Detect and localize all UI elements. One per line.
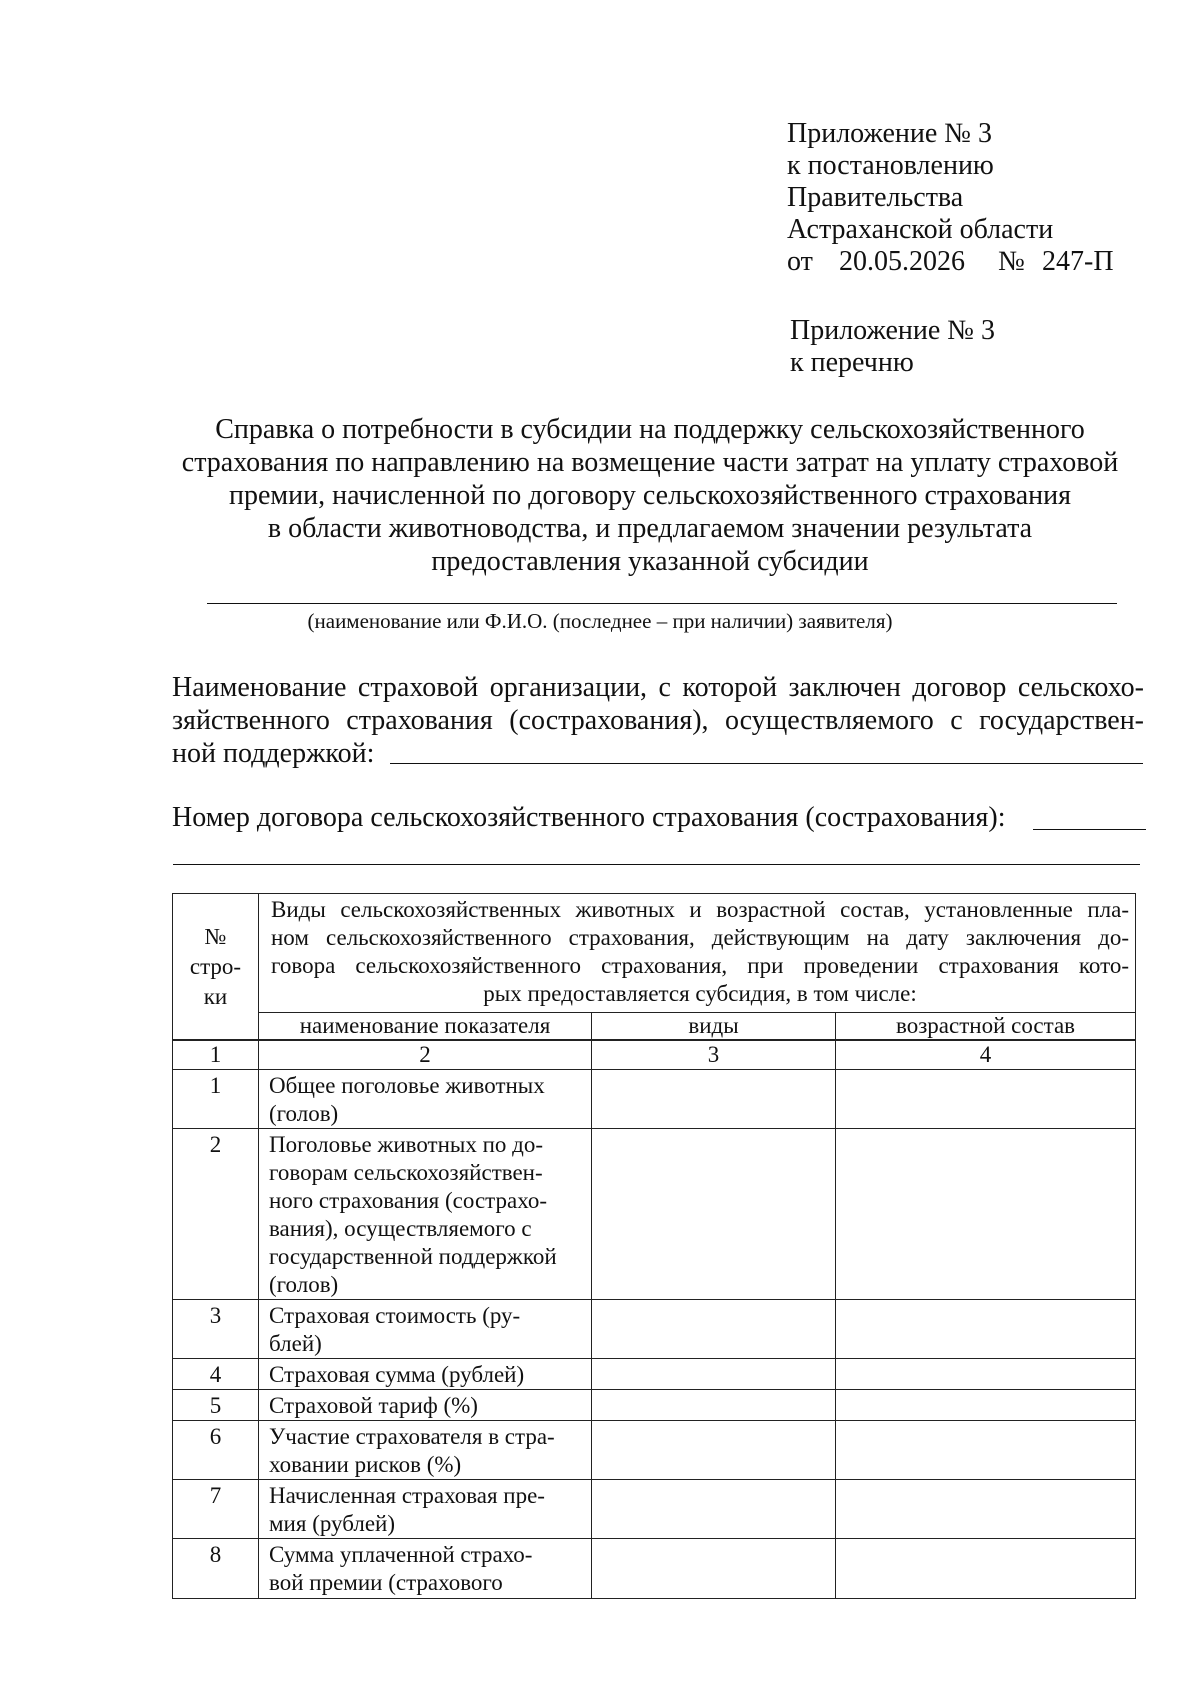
types-value-cell[interactable] <box>592 1359 836 1390</box>
age-composition-value-cell[interactable] <box>836 1539 1136 1599</box>
types-value-cell[interactable] <box>592 1421 836 1480</box>
title-line: предоставления указанной субсидии <box>431 546 869 577</box>
title-line: страхования по направлению на возмещение части затрат на уплату страховой <box>181 447 1119 478</box>
title-line: премии, начисленной по договору сельскохозяйственного страхования <box>228 480 1072 511</box>
table-row <box>173 1421 1136 1480</box>
indicator-name-line: Страховая сумма (рублей) <box>269 1362 525 1387</box>
indicator-name-line: блей) <box>269 1331 322 1356</box>
table-row <box>173 1300 1136 1359</box>
main-header-line: ном сельскохозяйственного страхования, действующим на дату заключения до- <box>271 925 1130 950</box>
decree-number: 247-П <box>1042 246 1114 277</box>
indicator-name-line: государственной поддержкой <box>269 1244 557 1269</box>
indicator-name <box>259 1300 592 1359</box>
insurer-line: Наименование страховой организации, с которой заключен договор сельскохо- <box>172 672 1144 703</box>
insurer-line: зяйственного страхования (сострахования), осуществляемого с государствен- <box>172 705 1144 736</box>
row-number: 6 <box>173 1421 259 1480</box>
contract-number-underline <box>1033 829 1146 830</box>
row-number: 2 <box>173 1129 259 1300</box>
main-column-header <box>259 894 1136 1013</box>
indicator-name-line: (голов) <box>269 1272 339 1297</box>
indicator-name-line: Общее поголовье животных <box>269 1073 545 1098</box>
indicator-name-line: Участие страхователя в стра- <box>269 1424 555 1449</box>
indicator-name-line: (голов) <box>269 1101 339 1126</box>
number-prefix: № <box>998 246 1025 277</box>
row-number-header-line: ки <box>203 983 228 1009</box>
decree-annex-line: Приложение № 3 <box>787 118 992 149</box>
contract-number-continuation-line <box>173 864 1140 865</box>
table-row <box>173 1539 1136 1599</box>
insurer-name-underline <box>390 763 1143 764</box>
row-number-header-line: № <box>204 923 227 949</box>
date-prefix: от <box>787 246 813 277</box>
indicator-name <box>259 1359 592 1390</box>
insurer-line: ной поддержкой: <box>172 738 375 769</box>
decree-date-line <box>787 246 1114 278</box>
types-value-cell[interactable] <box>592 1129 836 1300</box>
list-annex-line: Приложение № 3 <box>790 315 995 346</box>
age-composition-value-cell[interactable] <box>836 1421 1136 1480</box>
data-table <box>172 1040 1136 1599</box>
table-header <box>172 893 1136 1040</box>
indicator-name <box>259 1480 592 1539</box>
row-number: 7 <box>173 1480 259 1539</box>
title-line: Справка о потребности в субсидии на поддержку сельскохозяйственного <box>215 414 1085 445</box>
decree-annex-line: Правительства <box>787 182 964 213</box>
decree-annex-block <box>787 118 1114 278</box>
indicator-name-line: вания), осуществляемого с <box>269 1216 532 1241</box>
row-number: 8 <box>173 1539 259 1599</box>
document-title <box>150 413 1150 578</box>
indicator-name <box>259 1129 592 1300</box>
table-row <box>173 1129 1136 1300</box>
indicator-name <box>259 1070 592 1129</box>
main-header-line: рых предоставляется субсидия, в том числе: <box>483 981 917 1006</box>
age-composition-value-cell[interactable] <box>836 1390 1136 1421</box>
indicator-name-line: Страховая стоимость (ру- <box>269 1303 521 1328</box>
row-number: 3 <box>173 1300 259 1359</box>
subheader-indicator-name: наименование показателя <box>259 1013 592 1040</box>
indicator-name-line: мия (рублей) <box>269 1511 396 1536</box>
row-number: 5 <box>173 1390 259 1421</box>
subheader-age-composition: возрастной состав <box>836 1013 1136 1040</box>
table-row <box>173 1359 1136 1390</box>
age-composition-value-cell[interactable] <box>836 1129 1136 1300</box>
row-number-header-line: стро- <box>189 953 242 979</box>
table-row <box>173 1070 1136 1129</box>
row-number-header <box>173 894 259 1040</box>
subheader-types: виды <box>592 1013 836 1040</box>
indicator-name-line: Начисленная страховая пре- <box>269 1483 545 1508</box>
column-number: 3 <box>592 1041 836 1070</box>
row-number: 1 <box>173 1070 259 1129</box>
main-header-line: Виды сельскохозяйственных животных и возрастной состав, установленные пла- <box>271 897 1130 922</box>
main-header-line: говора сельскохозяйственного страхования, при проведении страхования кото- <box>271 953 1130 978</box>
types-value-cell[interactable] <box>592 1539 836 1599</box>
applicant-underline <box>207 603 1117 604</box>
types-value-cell[interactable] <box>592 1390 836 1421</box>
indicator-name-line: Поголовье животных по до- <box>269 1132 544 1157</box>
list-annex-line: к перечню <box>790 347 914 378</box>
list-annex-block <box>790 315 995 379</box>
indicator-name <box>259 1421 592 1480</box>
age-composition-value-cell[interactable] <box>836 1480 1136 1539</box>
column-number: 4 <box>836 1041 1136 1070</box>
age-composition-value-cell[interactable] <box>836 1070 1136 1129</box>
insurer-paragraph <box>172 671 1144 770</box>
indicator-name-line: Страховой тариф (%) <box>269 1393 478 1418</box>
decree-annex-line: к постановлению <box>787 150 994 181</box>
types-value-cell[interactable] <box>592 1300 836 1359</box>
indicator-name-line: Сумма уплаченной страхо- <box>269 1542 533 1567</box>
contract-number-label: Номер договора сельскохозяйственного страхования (сострахования): <box>172 802 1006 833</box>
decree-annex-line: Астраханской области <box>787 214 1054 245</box>
types-value-cell[interactable] <box>592 1070 836 1129</box>
column-number: 2 <box>259 1041 592 1070</box>
age-composition-value-cell[interactable] <box>836 1359 1136 1390</box>
table-row <box>173 1390 1136 1421</box>
decree-date: 20.05.2026 <box>839 246 965 277</box>
row-number: 4 <box>173 1359 259 1390</box>
indicator-name-line: вой премии (страхового <box>269 1570 503 1595</box>
indicator-name-line: ного страхования (сострахо- <box>269 1188 547 1213</box>
indicator-name <box>259 1390 592 1421</box>
table-row <box>173 1480 1136 1539</box>
indicator-name-line: ховании рисков (%) <box>269 1452 462 1477</box>
applicant-caption: (наименование или Ф.И.О. (последнее – при наличии) заявителя) <box>307 609 893 633</box>
types-value-cell[interactable] <box>592 1480 836 1539</box>
column-number: 1 <box>173 1041 259 1070</box>
indicator-name <box>259 1539 592 1599</box>
indicator-name-line: говорам сельскохозяйствен- <box>269 1160 543 1185</box>
age-composition-value-cell[interactable] <box>836 1300 1136 1359</box>
title-line: в области животноводства, и предлагаемом значении результата <box>267 513 1033 544</box>
